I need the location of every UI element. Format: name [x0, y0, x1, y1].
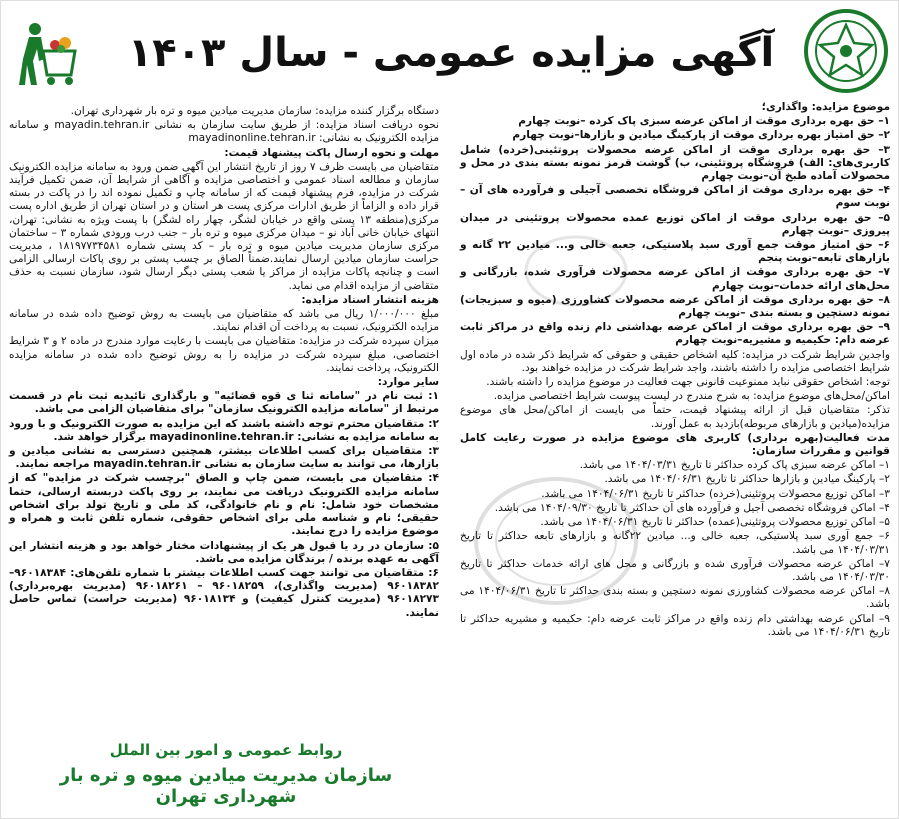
tehran-municipality-logo-icon — [802, 7, 890, 95]
auction-item: ۴– حق بهره برداری موقت از اماکن فروشگاه تخصصی آجیلی و فرآورده های آن – نوبت سوم — [460, 184, 890, 210]
auction-item: ۷– حق بهره برداری موقت از اماکن عرضه محصولات فرآوری شده، بازرگانی و محل‌های ارائه خدمات–نوبت چهارم — [460, 266, 890, 292]
auction-item: ۶– حق امتیاز موقت جمع آوری سبد پلاستیکی، جعبه خالی و... میادین ۲۲ گانه و بازارهای تابعه–نوبت پنجم — [460, 239, 890, 265]
locations-paragraph: اماکن/محل‌های موضوع مزایده: به شرح مندرج در لیست پیوست شرایط اختصاصی مزایده. — [493, 390, 890, 403]
duration-item: ۴– اماکن فروشگاه تخصصی آجیل و فرآورده های آن حداکثر تا تاریخ ۱۴۰۴/۰۹/۳۰ می باشد. — [494, 501, 890, 514]
duration-item: ۶– جمع آوری سبد پلاستیکی، جعبه خالی و... میادین ۲۲گانه و بازارهای تابعه حداکثر تا تاریخ ۱۴۰۴/۰۳/۳۱ می باشد. — [460, 530, 890, 556]
auction-item: ۸– حق بهره برداری موقت از اماکن عرضه محصولات کشاورزی (میوه و سبزیجات) نمونه دستچین و بسته بندی –نوبت چهارم — [460, 293, 890, 320]
auction-item: ۱– حق بهره برداری موقت از اماکن عرضه سبزی پاک کرده –نوبت چهارم — [518, 115, 890, 128]
duration-item: ۲– پارکینگ میادین و بازارها حداکثر تا تاریخ ۱۴۰۴/۰۶/۳۱ می باشد. — [604, 473, 890, 486]
other-item: ۲: متقاضیان محترم توجه داشته باشند که این مزایده به صورت الکترونیک و با ورود به سامانه مزایده به نشانی: mayadinonline.tehran.ir برگزار خواهد شد. — [9, 417, 439, 443]
documents-paragraph: نحوه دریافت اسناد مزایده: از طریق سایت سازمان به نشانی mayadin.tehran.ir و سامانه مزایده الکترونیک به نشانی: mayadinonline.tehran.ir — [9, 119, 439, 145]
duration-item: ۹– اماکن عرضه بهداشتی دام زنده واقع در مراکز ثابت عرضه دام: حکیمیه و مشیریه حداکثر تا تاریخ ۱۴۰۴/۰۶/۳۱ می باشد. — [460, 612, 890, 638]
header — [1, 1, 899, 101]
reminder-paragraph: تذکر: متقاضیان قبل از ارائه پیشنهاد قیمت، حتماً می بایست از اماکن/محل های موضوع مزایده(میادین و بازارهای مربوطه)بازدید به عمل آورند. — [460, 404, 890, 430]
duration-item: ۳– اماکن توزیع محصولات پروتئینی(خرده) حداکثر تا تاریخ ۱۴۰۴/۰۶/۳۱ می باشد. — [541, 487, 890, 500]
deadline-heading: مهلت و نحوه ارسال پاکت پیشنهاد قیمت: — [224, 146, 439, 159]
duration-item: ۱– اماکن عرضه سبزی پاک کرده حداکثر تا تاریخ ۱۴۰۴/۰۳/۳۱ می باشد. — [579, 459, 890, 472]
other-item: ۶: متقاضیان می توانند جهت کسب اطلاعات بیشتر با شماره تلفن‌های: ۹۶۰۱۸۳۸۴– ۹۶۰۱۸۳۸۲ (مدیریت واگذاری)، ۹۶۰۱۸۲۵۹ – ۹۶۰۱۸۲۶۱ (مدیریت بهره‌برداری) ۹۶۰۱۸۲۷۳ (مدیریت کنترل کیفیت) و ۹۶۰۱۸۱۳۴ (مدیریت حراست) تماس حاصل نمایند. — [9, 566, 439, 619]
auction-subject-heading: موضوع مزایده: واگذاری؛ — [761, 101, 890, 113]
footer-department: روابط عمومی و امور بین الملل — [109, 741, 343, 759]
duration-heading: مدت فعالیت(بهره برداری) کاربری های موضوع مزایده در صورت رعایت کامل قوانین و مقررات سازمان: — [460, 431, 890, 458]
right-column — [460, 101, 890, 640]
other-item: ۴: متقاضیان می بایست، ضمن چاپ و الصاق "برچسب شرکت در مزایده" که از سامانه مزایده الکترونیک دریافت می نمایند، بر روی پاکت دربسته ارسالی، حتما مشخصات خود شامل: نام و نام خانوادگی، کد ملی و تاریخ تولد برای اشخاص حقیقی؛ نام و شناسه ملی برای اشخاص حقوقی، شماره تلفن ثابت و همراه و موضوع مزایده را درج نمایند. — [9, 472, 439, 538]
duration-item: ۷– اماکن عرضه محصولات فرآوری شده و بازرگانی و محل های ارائه خدمات حداکثر تا تاریخ ۱۴۰۴/۰۳/۳۰ می باشد. — [460, 557, 890, 583]
fee-paragraph: مبلغ ۱/۰۰۰/۰۰۰ ریال می باشد که متقاضیان می بایست به روش توضیح داده شده در سامانه مزایده الکترونیک، نسبت به پرداخت آن اقدام نمایند. — [9, 308, 439, 334]
deadline-paragraph: متقاضیان می بایست ظرف ۷ روز از تاریخ انتشار این آگهی ضمن ورود به سامانه مزایده الکترونیک سازمان و مطالعه اسناد عمومی و اختصاصی مزایده و آگاهی از شرایط آن، ضمن تکمیل فرآیند شرکت در مزایده، فرم پیشنهاد قیمت که از سامانه چاپ و تکمیل نموده اند را در پاکت در بسته قرار داده و الزاماً از طریق ادارات مرکزی پست هر استان و در استان تهران از طریق اداره پست مرکزی(منطقه ۱۳ پستی واقع در خیابان لشگر، چهار راه لشگر) با پست ویژه به نشانی: تهران، انتهای خیابان خانی آباد نو – میدان مرکزی میوه و تره بار – جنب درب ورودی شماره ۳ – ساختمان مرکزی سازمان مدیریت میادین میوه و تره بار – کد پستی شماره ۱۸۱۹۷۷۳۴۵۸۱ ، مدیریت حراست سازمان میادین ارسال نمایند.ضمناً الصاق بر چسب پستی بر روی پاکات ارسالی الزامی است و چنانچه پاکات مزایده از مراکز یا شعب پستی دیگر ارسال شود، سازمان نسبت به حذف متقاضی از مزایده اقدام می نماید. — [9, 160, 439, 292]
auction-item: ۵– حق بهره برداری موقت از اماکن توزیع عمده محصولات پروتئینی در میدان پیروزی –نوبت چهارم — [460, 211, 890, 237]
eligibility-paragraph: واجدین شرایط شرکت در مزایده: کلیه اشخاص حقیقی و حقوقی که شرایط ذکر شده در ماده اول شرایط اختصاصی مزایده را داشته باشند، واجد شرایط شرکت در مزایده خواهند بود. — [460, 348, 890, 374]
other-item: ۵: سازمان در رد یا قبول هر یک از پیشنهادات مختار خواهد بود و هزینه انتشار این آگهی به عهده برنده / برندگان مزایده می باشد. — [9, 539, 439, 565]
other-item: ۱: ثبت نام در "سامانه ثنا ی قوه قضائیه" و بارگذاری تائیدیه ثبت نام در قسمت مرتبط از "سامانه مزایده الکترونیک سازمان" برای متقاضیان الزامی می باشد. — [9, 390, 439, 416]
auction-item: ۹– حق بهره برداری موقت از اماکن عرضه بهداشتی دام زنده واقع در مراکز ثابت عرضه دام: حکیمیه و مشیریه–نوبت چهارم — [460, 321, 890, 347]
note-paragraph: توجه: اشخاص حقوقی نباید ممنوعیت قانونی جهت فعالیت در موضوع مزایده را داشته باشند. — [486, 376, 890, 389]
deposit-paragraph: میزان سپرده شرکت در مزایده: متقاضیان می بایست با رعایت موارد مندرج در ماده ۲ و ۳ شرایط اختصاصی، مبلغ سپرده شرکت در مزایده را به روش توضیح داده شده در سامانه مزایده الکترونیک، پرداخت نمایند. — [9, 335, 439, 374]
fee-heading: هزینه انتشار اسناد مزایده: — [301, 293, 439, 306]
produce-cart-logo-icon — [19, 21, 79, 91]
other-items-heading: سایر موارد: — [377, 376, 439, 389]
duration-item: ۵– اماکن توزیع محصولات پروتئینی(عمده) حداکثر تا تاریخ ۱۴۰۴/۰۶/۳۱ می باشد. — [540, 516, 890, 529]
page-title: آگهی مزایده عمومی - سال ۱۴۰۳ — [127, 30, 775, 76]
auction-item: ۳– حق بهره برداری موقت از اماکن عرضه محصولات پروتئینی(خرده) شامل کاربری‌های: الف) فروشگاه پروتئینی، ب) گوشت قرمز نمونه بسته بندی در محل و محصولات آماده طبخ آن–نوبت چهارم — [460, 143, 890, 183]
auction-item: ۲– حق امتیاز بهره برداری موقت از پارکینگ میادین و بازارها–نوبت چهارم — [512, 129, 890, 142]
organizer-paragraph: دستگاه برگزار کننده مزایده: سازمان مدیریت میادین میوه و تره بار شهرداری تهران. — [70, 105, 439, 117]
left-column — [9, 105, 439, 621]
other-item: ۳: متقاضیان برای کسب اطلاعات بیشتر، همچنین دسترسی به نشانی میادین و بازارها، می توانند به سایت سازمان به نشانی mayadin.tehran.ir مراجعه نمایند. — [9, 445, 439, 471]
footer-organization: سازمان مدیریت میادین میوه و تره بار شهرداری تهران — [59, 765, 393, 807]
duration-item: ۸– اماکن عرضه محصولات کشاورزی نمونه دستچین و بسته بندی حداکثر تا تاریخ ۱۴۰۴/۰۶/۳۱ می باشد. — [460, 585, 891, 611]
